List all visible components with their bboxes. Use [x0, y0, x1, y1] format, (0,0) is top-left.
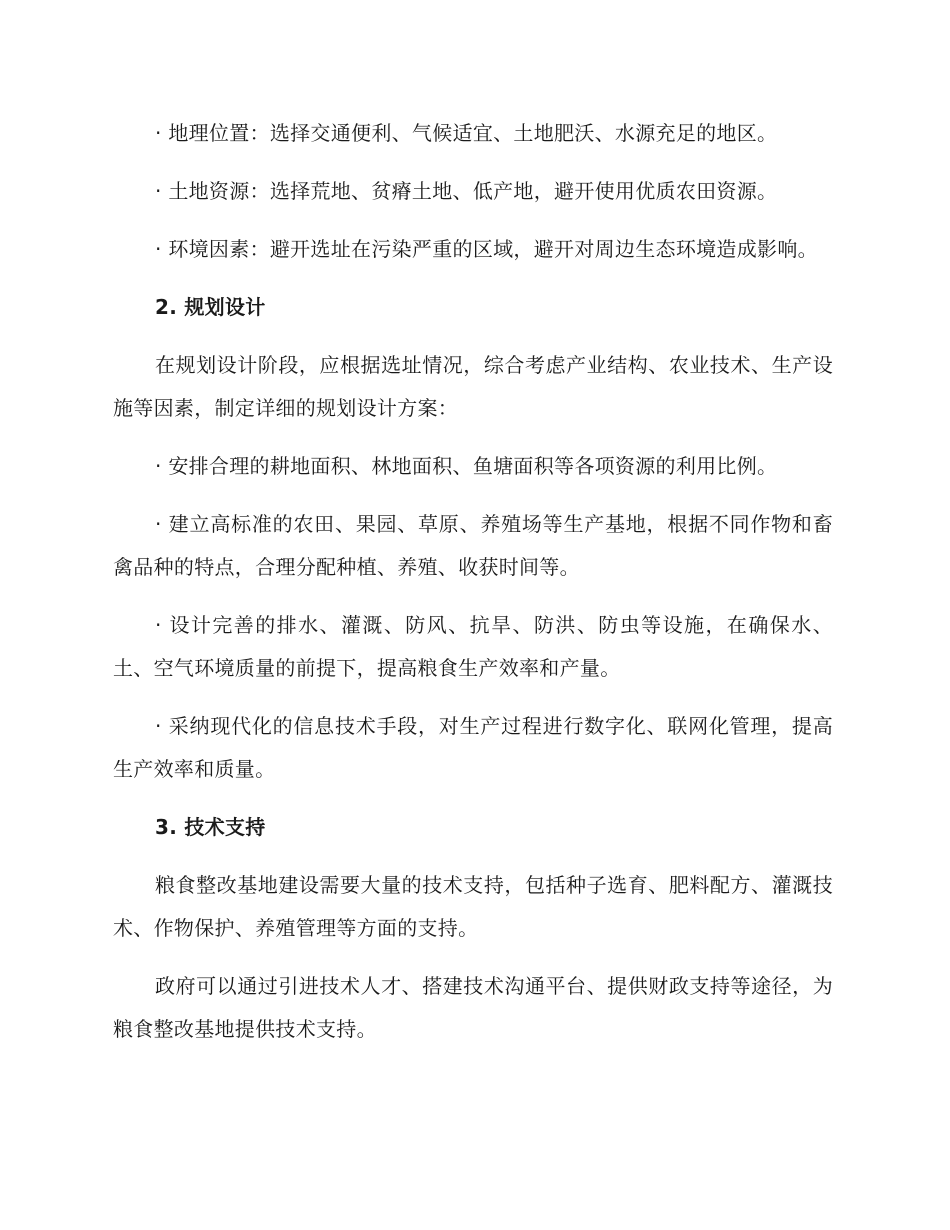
bullet-environmental-factors: · 环境因素：避开选址在污染严重的区域，避开对周边生态环境造成影响。	[155, 237, 818, 261]
bullet-resource-allocation: · 安排合理的耕地面积、林地面积、鱼塘面积等各项资源的利用比例。	[155, 454, 778, 478]
paragraph-government-support: 政府可以通过引进技术人才、搭建技术沟通平台、提供财政支持等途径，为粮食整改基地提供技术支持。	[113, 974, 833, 1041]
bullet-geographic-location: · 地理位置：选择交通便利、气候适宜、土地肥沃、水源充足的地区。	[155, 121, 778, 145]
bullet-production-bases: · 建立高标准的农田、果园、草原、养殖场等生产基地，根据不同作物和畜禽品种的特点，合理分配种植、养殖、收获时间等。	[113, 512, 833, 579]
bullet-land-resources: · 土地资源：选择荒地、贫瘠土地、低产地，避开使用优质农田资源。	[155, 179, 778, 203]
bullet-facilities-design: · 设计完善的排水、灌溉、防风、抗旱、防洪、防虫等设施，在确保水、土、空气环境质量的前提下，提高粮食生产效率和产量。	[113, 613, 833, 680]
bullet-information-technology: · 采纳现代化的信息技术手段，对生产过程进行数字化、联网化管理，提高生产效率和质量。	[113, 714, 833, 781]
paragraph-technical-needs: 粮食整改基地建设需要大量的技术支持，包括种子选育、肥料配方、灌溉技术、作物保护、养殖管理等方面的支持。	[113, 873, 833, 940]
section-heading-technical-support: 3. 技术支持	[155, 815, 266, 839]
paragraph-planning-intro: 在规划设计阶段，应根据选址情况，综合考虑产业结构、农业技术、生产设施等因素，制定详细的规划设计方案：	[113, 353, 833, 420]
document-body	[113, 112, 833, 1066]
section-heading-planning-design: 2. 规划设计	[155, 295, 266, 319]
